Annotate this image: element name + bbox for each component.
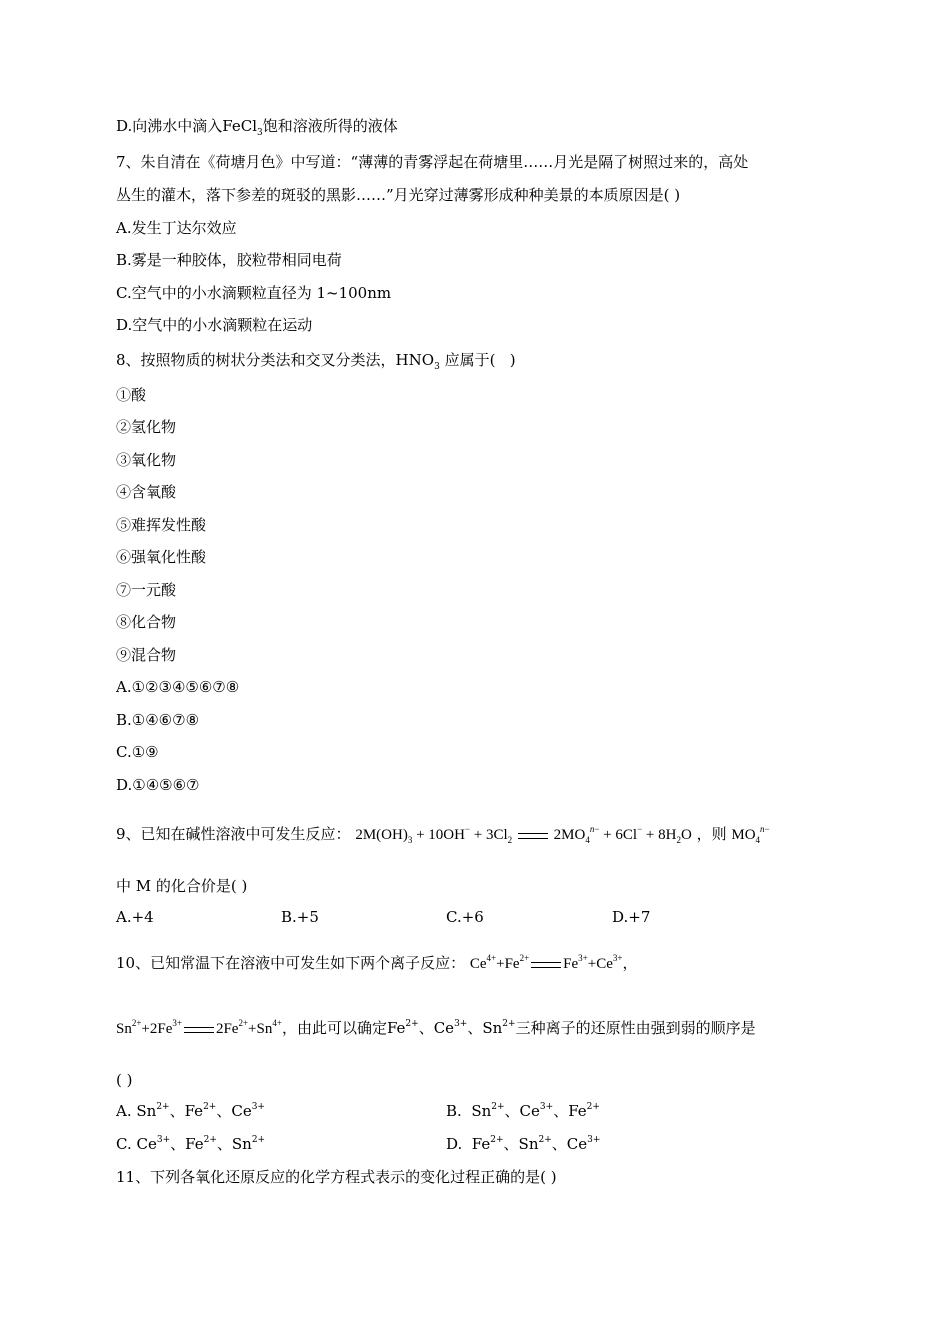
q7-option-d: D.空气中的小水滴颗粒在运动 [116,316,313,334]
q10-ions: $Fe^{2+}$、$Ce^{3+}$、$Sn^{2+}$ [386,1019,516,1037]
q9-options [116,907,836,927]
q9-option-d: D.+7 [612,908,651,926]
q9-prefix: 9、已知在碱性溶液中可发生反应： [116,825,351,843]
q9-option-c: C.+6 [446,908,484,926]
q10-paren: ( ) [116,1071,133,1089]
q9-stem-line1 [116,824,770,845]
q8-item-4: ④含氧酸 [116,483,177,501]
q8-option-b: B.①④⑥⑦⑧ [116,711,200,729]
q10-option-c: C. $Ce^{3+}$、$Fe^{2+}$、$Sn^{2+}$ [116,1135,266,1153]
q10-stem-line1 [116,953,637,974]
q8-item-9: ⑨混合物 [116,646,177,664]
q7-stem-line2: 丛生的灌木，落下参差的斑驳的黑影……”月光穿过薄雾形成种种美景的本质原因是( ) [116,186,681,204]
q8-item-2: ②氢化物 [116,418,177,436]
q9-ion: $MO_4^{n-}$ [731,824,770,845]
q10-stem-line2 [116,1018,756,1039]
q8-item-8: ⑧化合物 [116,613,177,631]
q10-reaction-1: $Ce^{4+}+Fe^{2+}$ $Fe^{3+}+Ce^{3+}$， [469,953,638,972]
q8-option-a: A.①②③④⑤⑥⑦⑧ [116,678,240,696]
q8-item-3: ③氧化物 [116,451,177,469]
q10-prefix: 10、已知常温下在溶液中可发生如下两个离子反应： [116,954,466,972]
q9-equation: $2M(OH)_3 + 10OH^- + 3Cl_2$ $2MO_4^{n-} + 6Cl^- + 8H_2O$ [355,824,692,845]
q7-option-b: B.雾是一种胶体，胶粒带相同电荷 [116,251,342,269]
q10-option-d: D. $Fe^{2+}$、$Sn^{2+}$、$Ce^{3+}$ [446,1135,601,1153]
q8-option-d: D.①④⑤⑥⑦ [116,776,200,794]
q8-option-c: C.①⑨ [116,743,159,761]
q8-item-7: ⑦一元酸 [116,581,177,599]
q7-option-a: A.发生丁达尔效应 [116,219,237,237]
q9-option-b: B.+5 [281,908,319,926]
q10-option-b: B. $Sn^{2+}$、$Ce^{3+}$、$Fe^{2+}$ [446,1102,600,1120]
q8-item-5: ⑤难挥发性酸 [116,516,207,534]
q9-suffix: ，则 [696,825,727,843]
q7-option-c: C.空气中的小水滴颗粒直径为 1~100nm [116,284,392,302]
q7-stem-line1: 7、朱自清在《荷塘月色》中写道：“薄薄的青雾浮起在荷塘里……月光是隔了树照过来的，高处 [116,153,749,171]
q10-reaction-2: $Sn^{2+}+2Fe^{3+}$ $2Fe^{2+}+Sn^{4+}$ [116,1018,282,1037]
q11-stem: 11、下列各氧化还原反应的化学方程式表示的变化过程正确的是( ) [116,1168,557,1186]
q6-option-d: D.向沸水中滴入FeCl$_3$饱和溶液所得的液体 [116,117,398,138]
q10-tail: 三种离子的还原性由强到弱的顺序是 [515,1019,756,1037]
q10-option-a: A. $Sn^{2+}$、$Fe^{2+}$、$Ce^{3+}$ [116,1102,265,1120]
q8-stem: 8、按照物质的树状分类法和交叉分类法，$HNO_3$ 应属于( ) [116,351,516,372]
q10-mid: ，由此可以确定 [281,1019,387,1037]
q8-item-6: ⑥强氧化性酸 [116,548,207,566]
q9-stem-line2: 中 M 的化合价是( ) [116,877,248,895]
q8-item-1: ①酸 [116,386,147,404]
q9-option-a: A.+4 [116,908,154,926]
